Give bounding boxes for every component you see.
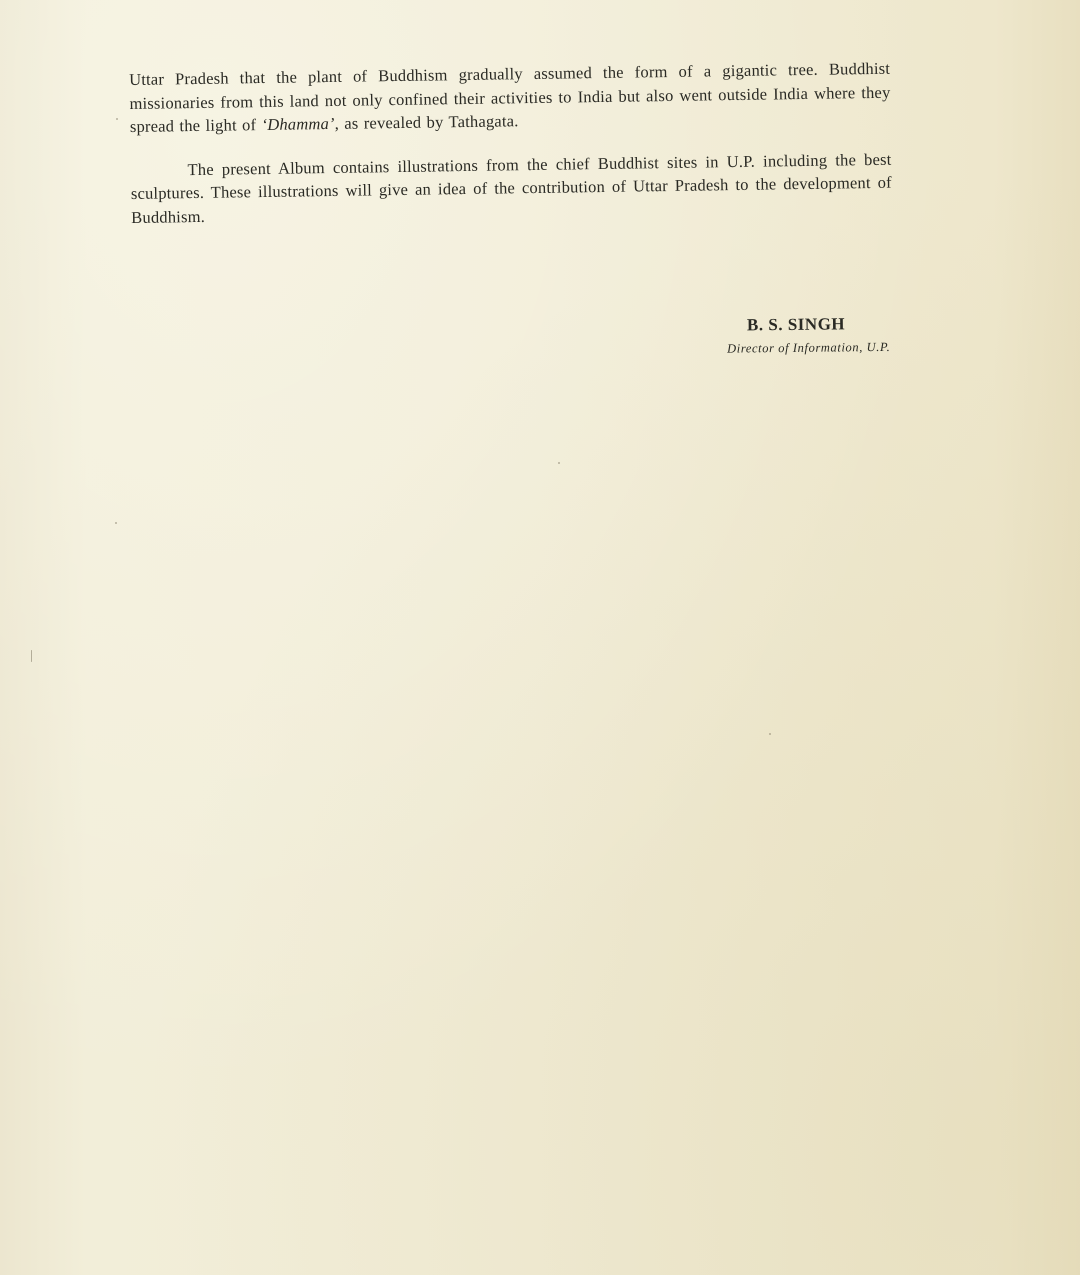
paper-speck <box>769 733 771 735</box>
signatory-title: Director of Information, U.P. <box>727 339 891 356</box>
paragraph-1-ending: , as revealed by Tathagata. <box>334 111 519 133</box>
signatory-name: B. S. SINGH <box>746 314 846 335</box>
paper-speck <box>558 462 560 464</box>
signature-block <box>690 314 890 357</box>
paper-speck <box>115 522 117 524</box>
paragraph-1 <box>129 57 891 139</box>
body-text <box>129 57 892 229</box>
paragraph-2: The present Album contains illustrations from the chief Buddhist sites in U.P. including the best sculptures. These illustrations will give an idea of the contribution of Uttar Pradesh to the development of Buddhism. <box>130 149 892 227</box>
paragraph-1-text: Uttar Pradesh that the plant of Buddhism gradually assumed the form of a gigantic tree. Buddhist missionaries from this land not only confined their activities to India but also went outside India where they spread the light of <box>129 58 891 136</box>
paper-speck <box>116 118 118 120</box>
paper-speck <box>31 650 32 662</box>
dhamma-term: ‘Dhamma’ <box>261 113 335 135</box>
